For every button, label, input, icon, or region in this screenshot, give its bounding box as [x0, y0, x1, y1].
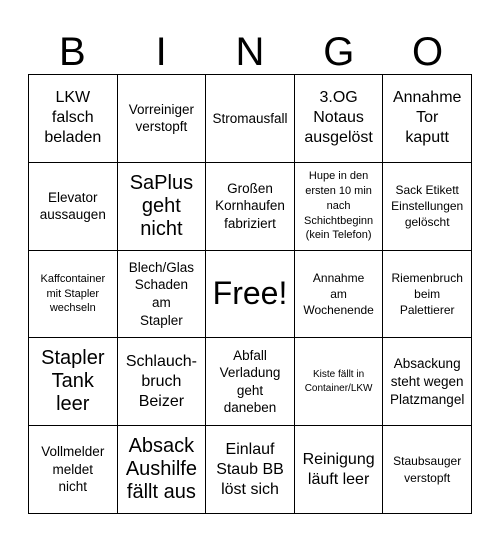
cell-text: Kiste fällt in Container/LKW: [304, 369, 373, 394]
bingo-cell[interactable]: [383, 338, 472, 426]
bingo-cell[interactable]: [383, 75, 472, 163]
cell-text: Staubsauger verstopft: [393, 454, 462, 485]
bingo-cell[interactable]: [29, 426, 118, 514]
cell-text: Schlauch- bruch Beizer: [125, 352, 197, 410]
cell-text: Vorreiniger verstopft: [128, 101, 195, 135]
cell-text: Reinigung läuft leer: [302, 450, 375, 488]
free-space-text: Free!: [212, 275, 288, 312]
bingo-cell[interactable]: [383, 426, 472, 514]
cell-text: Abfall Verladung geht daneben: [219, 347, 281, 416]
cell-text: Absack Aushilfe fällt aus: [125, 435, 197, 504]
cell-text: Einlauf Staub BB löst sich: [216, 440, 284, 498]
bingo-grid: [28, 74, 472, 514]
cell-text: Vollmelder meldet nicht: [41, 444, 105, 495]
bingo-cell[interactable]: [295, 338, 384, 426]
bingo-cell[interactable]: [206, 75, 295, 163]
header-letter-n: N: [235, 30, 265, 74]
cell-text: Annahme Tor kaputt: [392, 89, 462, 147]
header-letter-i: I: [155, 30, 167, 74]
cell-text: 3.OG Notaus ausgelöst: [304, 89, 373, 147]
cell-text: Riemenbruch beim Palettierer: [391, 270, 463, 318]
cell-text: Hupe in den ersten 10 min nach Schichtbeginn (kein Telefon): [304, 170, 374, 242]
bingo-cell[interactable]: [29, 251, 118, 339]
bingo-cell[interactable]: [295, 251, 384, 339]
bingo-cell[interactable]: [118, 163, 207, 251]
header-letter-g: G: [323, 30, 355, 74]
cell-text: Absackung steht wegen Platzmangel: [390, 356, 465, 407]
cell-text: SaPlus geht nicht: [129, 171, 194, 240]
cell-text: Elevator aussaugen: [39, 189, 106, 223]
bingo-cell[interactable]: [118, 338, 207, 426]
bingo-cell[interactable]: [383, 163, 472, 251]
cell-text: Stromausfall: [212, 110, 288, 126]
cell-text: Stapler Tank leer: [41, 347, 105, 416]
bingo-cell[interactable]: [206, 163, 295, 251]
bingo-cell[interactable]: [29, 338, 118, 426]
cell-text: Annahme am Wochenende: [303, 270, 374, 318]
bingo-cell[interactable]: [383, 251, 472, 339]
bingo-cell[interactable]: [29, 163, 118, 251]
free-space-cell[interactable]: [206, 251, 295, 339]
bingo-cell[interactable]: [118, 75, 207, 163]
bingo-cell[interactable]: [295, 75, 384, 163]
cell-text: LKW falsch beladen: [44, 89, 102, 147]
cell-text: Kaffcontainer mit Stapler wechseln: [40, 272, 106, 315]
bingo-cell[interactable]: [118, 426, 207, 514]
cell-text: Sack Etikett Einstellungen gelöscht: [391, 182, 464, 230]
bingo-cell[interactable]: [206, 426, 295, 514]
cell-text: Blech/Glas Schaden am Stapler: [128, 259, 195, 328]
bingo-cell[interactable]: [295, 163, 384, 251]
header-letter-b: B: [59, 30, 86, 74]
header-letter-o: O: [412, 30, 444, 74]
bingo-cell[interactable]: [295, 426, 384, 514]
bingo-cell[interactable]: [118, 251, 207, 339]
bingo-cell[interactable]: [29, 75, 118, 163]
bingo-cell[interactable]: [206, 338, 295, 426]
bingo-header: [28, 30, 472, 74]
cell-text: Großen Kornhaufen fabriziert: [215, 180, 285, 231]
